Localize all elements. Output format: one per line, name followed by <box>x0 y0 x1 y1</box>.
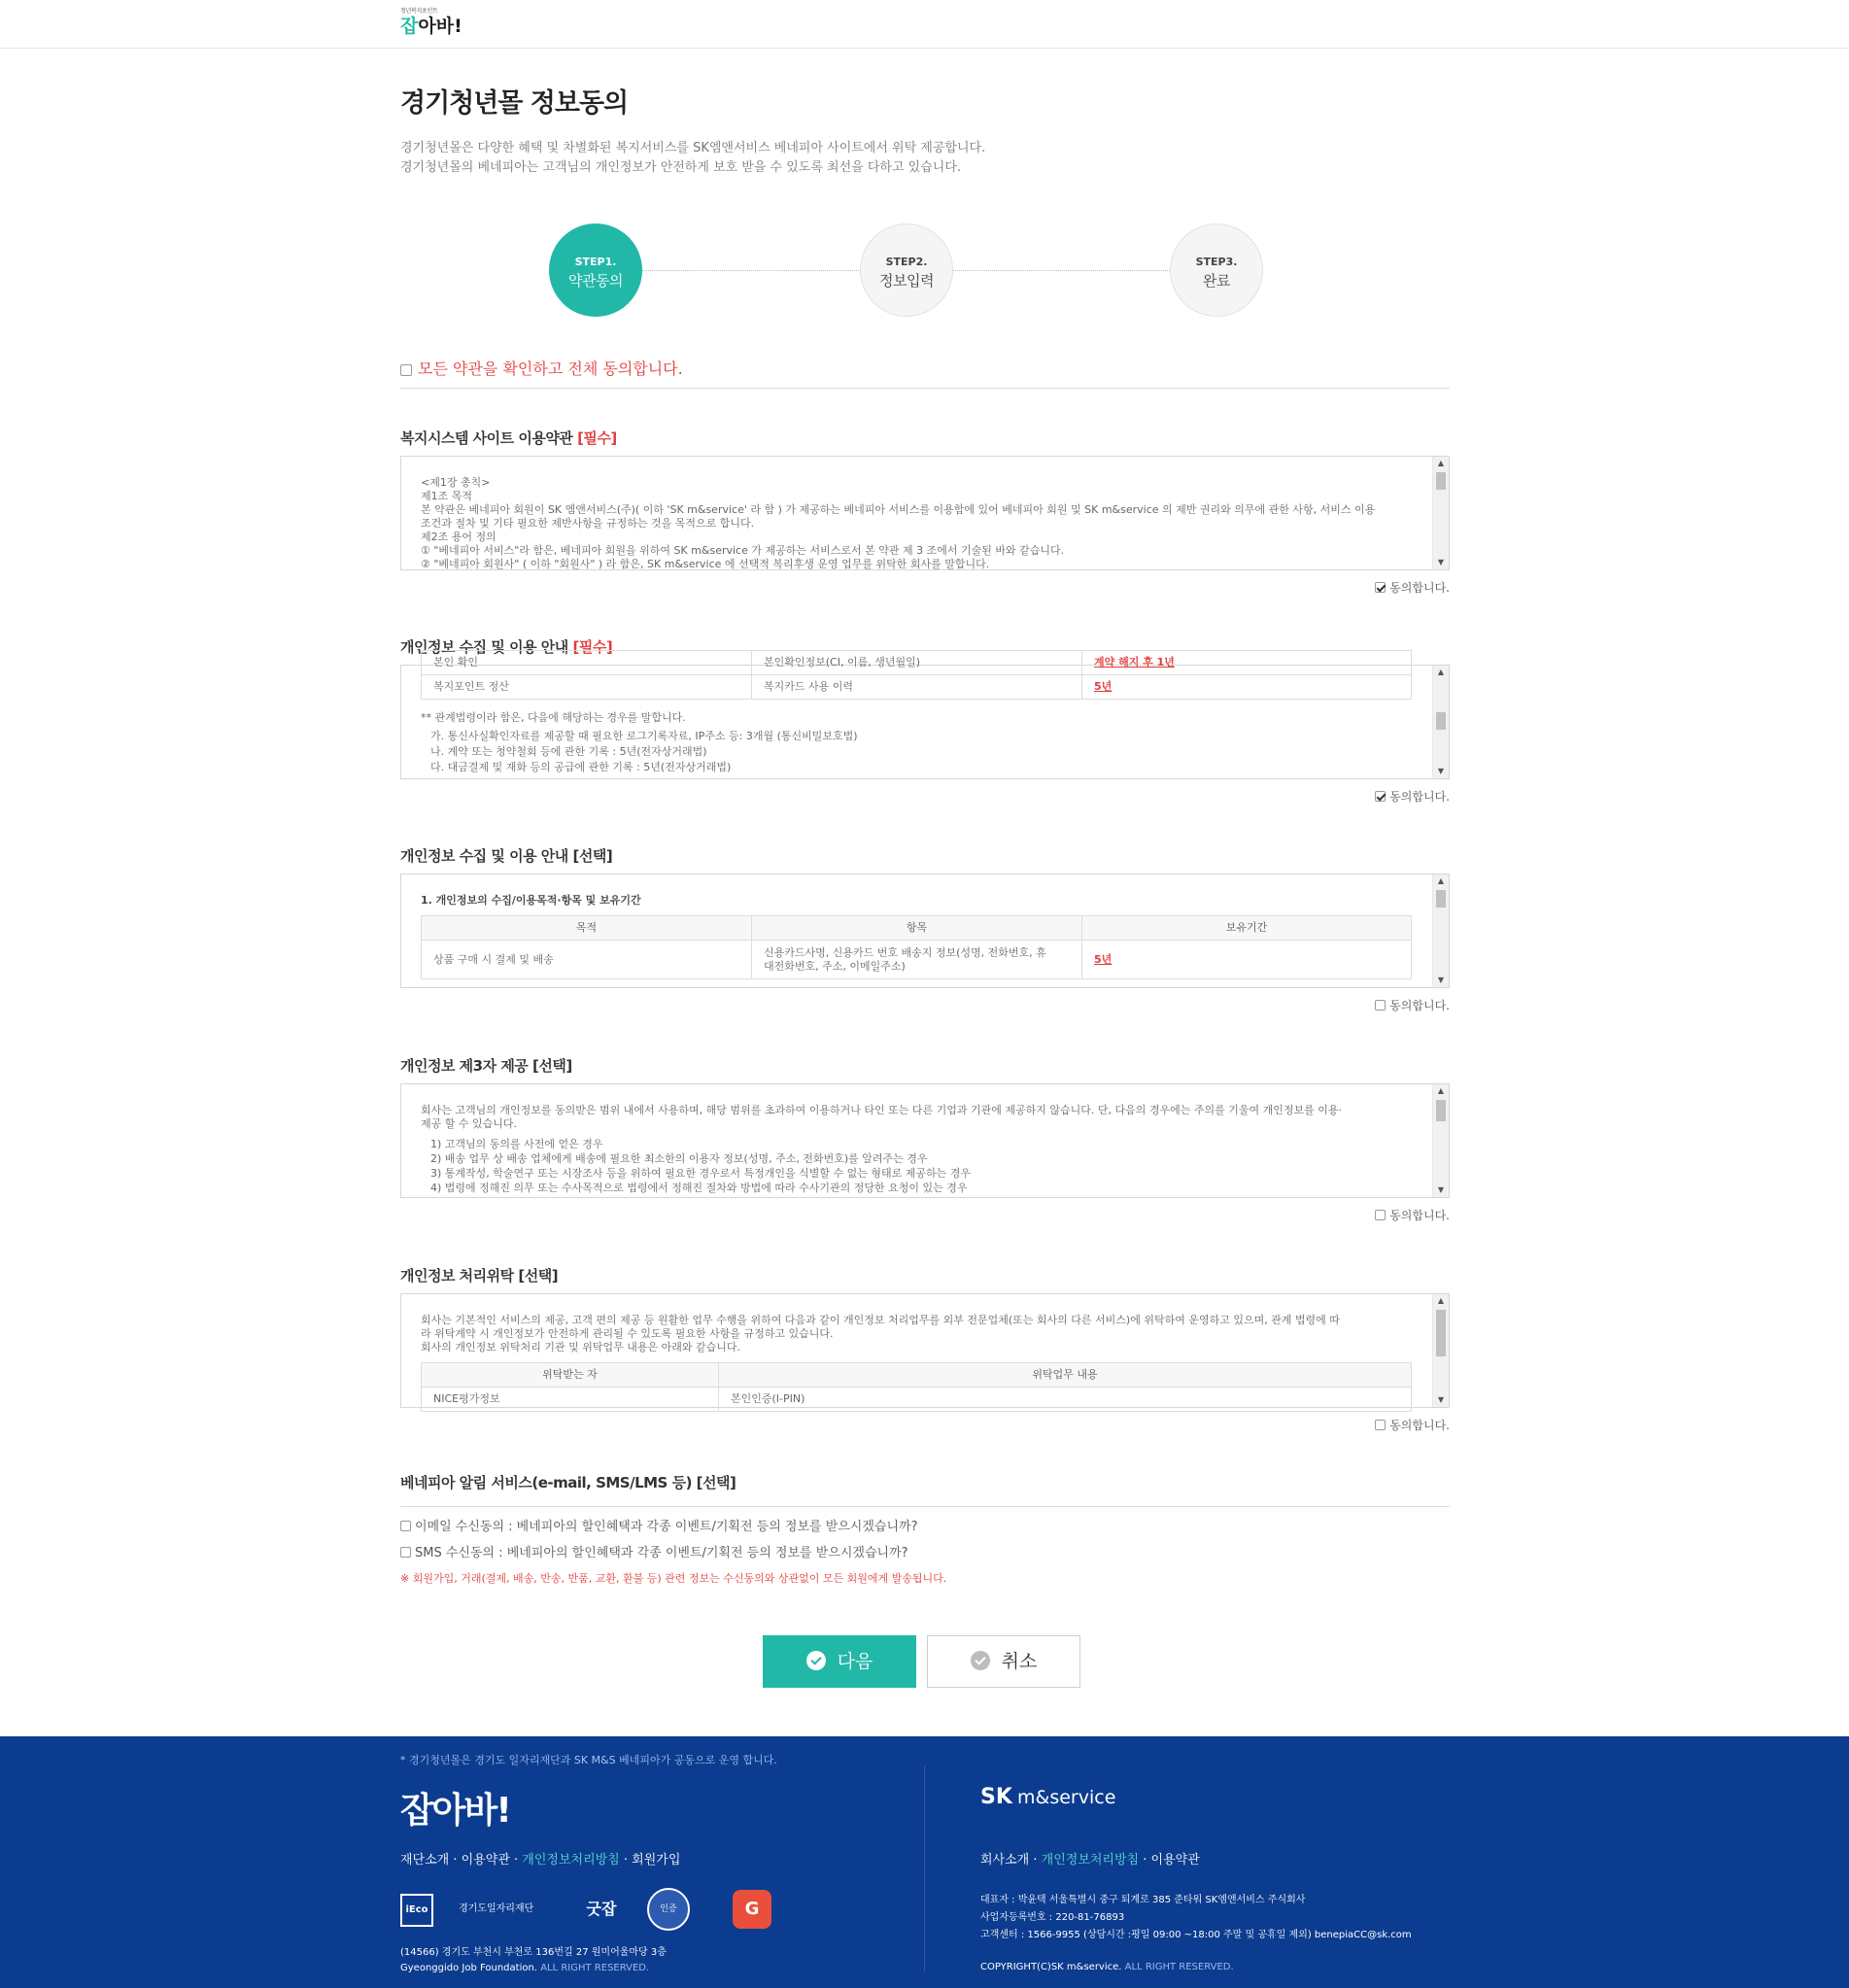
email-consent-checkbox[interactable] <box>400 1521 411 1531</box>
scroll-down-icon[interactable]: ▼ <box>1437 976 1445 984</box>
third-party-text: 회사는 고객님의 개인정보를 동의받은 범위 내에서 사용하며, 해당 범위를 초과하여 이용하거나 타인 또는 다른 기업과 기관에 제공하지 않습니다. 단, 다음의 경우에는 주의를 기울여 개인정보를 이용· 제공 할 수 있습니다. 1) 고객님의 동의를 사전에 얻은 경우 2) 배송 업무 상 배송 업체에게 배송에 필요한 최소한의 이용자 정보(성명, 주소, 전화번호)를 알려주는 경우 3) 통계작성, 학술연구 또는 시장조사 등을 위하여 필요한 경우로서 특정개인을 식별할 수 없는 형태로 제공하는 경우 4) 법령에 정해진 의무 또는 수사목적으로 법령에서 정해진 절차와 방법에 따라 수사기관의 정당한 요청이 있는 경우 <box>421 1104 1342 1194</box>
step-3: STEP3. 완료 <box>1170 223 1263 317</box>
footer-link-terms[interactable]: 이용약관 <box>461 1853 510 1868</box>
check-circle-icon <box>971 1651 990 1670</box>
step-indicator <box>549 223 1263 317</box>
scrollbar[interactable] <box>1432 1294 1449 1407</box>
footer-note: * 경기청년몰은 경기도 일자리재단과 SK M&S 베네피아가 공동으로 운영 합니다. <box>400 1754 777 1766</box>
section-title: 개인정보 처리위탁 [선택] <box>400 1267 559 1285</box>
privacy-optional-textbox[interactable] <box>400 874 1450 988</box>
section-title: 개인정보 수집 및 이용 안내 [선택] <box>400 847 613 865</box>
site-logo[interactable] <box>400 6 462 43</box>
footer-link-about[interactable]: 재단소개 <box>400 1853 450 1868</box>
logo-subtitle: 청년복지포인트 <box>400 8 438 15</box>
terms-textbox[interactable] <box>400 456 1450 570</box>
section-title: 복지시스템 사이트 이용약관 [필수] <box>400 429 617 447</box>
scroll-up-icon[interactable]: ▲ <box>1437 1296 1445 1305</box>
agree-all-label[interactable]: 모든 약관을 확인하고 전체 동의합니다. <box>418 360 683 378</box>
table-row: 본인 확인 본인확인정보(CI, 이름, 생년월일) 계약 해지 후 1년 <box>422 651 1412 675</box>
privacy-optional-content: 1. 개인정보의 수집/이용목적·항목 및 보유기간 목적 항목 보유기간 상품 구매 시 결제 및 배송 신용카드사명, 신용카드 번호 배송지 정보(성명, 전화번호, 휴 대전화번호, 주소, 이메일주소) 5년 <box>421 894 1423 979</box>
scroll-up-icon[interactable]: ▲ <box>1437 876 1445 885</box>
sk-logo[interactable]: SK m&service <box>980 1785 1116 1809</box>
top-header <box>0 0 1849 49</box>
sk-copyright: COPYRIGHT(C)SK m&service. ALL RIGHT RESERVED. <box>980 1962 1234 1972</box>
sms-consent-checkbox[interactable] <box>400 1547 411 1558</box>
step-1: STEP1. 약관동의 <box>549 223 642 317</box>
agree-checkbox-row[interactable]: 동의합니다. <box>1375 788 1450 805</box>
privacy-required-content: 본인 확인 본인확인정보(CI, 이름, 생년월일) 계약 해지 후 1년 복지포인트 정산 복지카드 사용 이력 5년 ** 관계법령이라 함은, 다음에 해당하는 경우를 말합니다. 가. 통신사실확인자료를 제공할 때 필요한 로그기록자료, IP주소 등: 3개월 (통신비밀보호법) 나. 계약 또는 청약철회 등에 관한 기록 : 5년(전자상거래법) 다. 대금결제 및 재화 등의 공급에 관한 기록 : 5년(전자상거래법) <box>421 650 1423 775</box>
sms-consent-row[interactable]: SMS 수신동의 : 베네피아의 할인혜택과 각종 이벤트/기획전 등의 정보를 받으시겠습니까? <box>400 1542 908 1560</box>
footer-left-links: 재단소개 · 이용약관 · 개인정보처리방침 · 회원가입 <box>400 1853 681 1868</box>
scroll-thumb[interactable] <box>1436 1100 1446 1121</box>
scrollbar[interactable] <box>1432 457 1449 569</box>
notification-section <box>400 1472 1450 1585</box>
agree-checkbox-row[interactable]: 동의합니다. <box>1375 1207 1450 1223</box>
retention-table <box>421 650 1412 700</box>
collection-table <box>421 915 1412 979</box>
next-button[interactable]: 다음 <box>763 1635 916 1688</box>
logo-text: 잡아바! <box>400 16 462 37</box>
terms-text: <제1장 총칙> 제1조 목적 본 약관은 베네피아 회원이 SK 엠앤서비스(주)( 이하 'SK m&service' 라 함 ) 가 제공하는 베네피아 서비스를 이용함에 있어 베네피아 회원 및 SK m&service 의 제반 권리와 의무에 관한 사항, 서비스 이용 조건과 절차 및 기타 필요한 제반사항을 규정하는 것을 목적으로 합니다. 제2조 용어 정의 ① "베네피아 서비스"라 함은, 베네피아 회원을 위하여 SK m&service 가 제공하는 서비스로서 본 약관 제 3 조에서 기술된 바와 같습니다. ② "베네피아 회원사" ( 이하 "회원사" ) 라 함은, SK m&service 에 선택적 복리후생 운영 업무를 위탁한 회사를 말합니다. <box>421 476 1376 570</box>
third-party-textbox[interactable] <box>400 1083 1450 1198</box>
notification-title-row <box>400 1472 1450 1507</box>
check-circle-icon <box>806 1651 826 1670</box>
table-header-row: 목적 항목 보유기간 <box>422 916 1412 941</box>
agree-checkbox[interactable] <box>1375 1000 1386 1011</box>
partner-logo-cert: 인증 <box>647 1888 690 1931</box>
footer-right-links: 회사소개 · 개인정보처리방침 · 이용약관 <box>980 1853 1200 1868</box>
agree-checkbox-row[interactable]: 동의합니다. <box>1375 579 1450 596</box>
partner-logo-goodjob: 굿잡 <box>586 1900 617 1918</box>
table-row: 상품 구매 시 결제 및 배송 신용카드사명, 신용카드 번호 배송지 정보(성명, 전화번호, 휴 대전화번호, 주소, 이메일주소) 5년 <box>422 941 1412 979</box>
scroll-thumb[interactable] <box>1436 472 1446 490</box>
cancel-button[interactable]: 취소 <box>927 1635 1080 1688</box>
agree-checkbox[interactable] <box>1375 1420 1386 1430</box>
footer-link-sk-terms[interactable]: 이용약관 <box>1150 1853 1200 1868</box>
notification-note: ※ 회원가입, 거래(결제, 배송, 반송, 반품, 교환, 환불 등) 관련 정보는 수신동의와 상관없이 모든 회원에게 발송됩니다. <box>400 1572 947 1585</box>
scrollbar[interactable] <box>1432 874 1449 987</box>
footer-divider <box>924 1765 925 1971</box>
privacy-required-textbox[interactable] <box>400 656 1450 779</box>
sk-company-info: 대표자 : 박윤택 서울특별시 중구 퇴계로 385 준타워 SK엠앤서비스 주식회사 사업자등록번호 : 220-81-76893 고객센터 : 1566-9955 (상담시간 :평일 09:00 ~18:00 주말 및 공휴일 제외) benepiaCC@sk.com <box>980 1895 1412 1940</box>
scroll-down-icon[interactable]: ▼ <box>1437 1395 1445 1404</box>
scroll-down-icon[interactable]: ▼ <box>1437 558 1445 566</box>
footer-address: (14566) 경기도 부천시 부천로 136번길 27 원미어울마당 3층 Gyeonggido Job Foundation. ALL RIGHT RESERVED. <box>400 1947 667 1973</box>
scroll-up-icon[interactable]: ▲ <box>1437 459 1445 467</box>
scroll-down-icon[interactable]: ▼ <box>1437 767 1445 775</box>
section-title: 베네피아 알림 서비스(e-mail, SMS/LMS 등) [선택] <box>400 1474 736 1491</box>
footer-link-sk-privacy[interactable]: 개인정보처리방침 <box>1041 1853 1140 1868</box>
email-consent-row[interactable]: 이메일 수신동의 : 베네피아의 할인혜택과 각종 이벤트/기획전 등의 정보를 받으시겠습니까? <box>400 1516 918 1534</box>
section-title: 개인정보 제3자 제공 [선택] <box>400 1057 572 1075</box>
agree-all-checkbox[interactable] <box>400 364 412 376</box>
scroll-thumb[interactable] <box>1436 712 1446 730</box>
entrustment-content: 회사는 기본적인 서비스의 제공, 고객 편의 제공 등 원활한 업무 수행을 위하여 다음과 같이 개인정보 처리업무를 외부 전문업체(또는 회사의 다른 서비스)에 위탁하여 운영하고 있으며, 관계 법령에 따 라 위탁계약 시 개인정보가 안전하게 관리될 수 있도록 필요한 사항을 규정하고 있습니다. 회사의 개인정보 위탁처리 기관 및 위탁업무 내용은 아래와 같습니다. 위탁받는 자 위탁업무 내용 NICE평가정보 본인인증(I-PIN) <box>421 1314 1423 1412</box>
scroll-up-icon[interactable]: ▲ <box>1437 1086 1445 1095</box>
partner-logo-ieco: iEco <box>400 1894 433 1927</box>
agree-checkbox[interactable] <box>1375 1210 1386 1220</box>
scrollbar[interactable] <box>1432 1084 1449 1197</box>
scroll-thumb[interactable] <box>1436 1310 1446 1356</box>
partner-logos <box>400 1888 789 1931</box>
section-title: 개인정보 수집 및 이용 안내 [필수] <box>400 638 613 656</box>
footer <box>0 1736 1849 1988</box>
scroll-down-icon[interactable]: ▼ <box>1437 1185 1445 1194</box>
table-row: 복지포인트 정산 복지카드 사용 이력 5년 <box>422 675 1412 700</box>
scrollbar[interactable] <box>1432 666 1449 778</box>
agree-checkbox[interactable] <box>1375 791 1386 802</box>
footer-link-company[interactable]: 회사소개 <box>980 1853 1030 1868</box>
step-2: STEP2. 정보입력 <box>860 223 953 317</box>
scroll-thumb[interactable] <box>1436 890 1446 908</box>
page-description: 경기청년몰은 다양한 혜택 및 차별화된 복지서비스를 SK엠앤서비스 베네피아 사이트에서 위탁 제공합니다. 경기청년몰의 베네피아는 고객님의 개인정보가 안전하게 보호 받을 수 있도록 최선을 다하고 있습니다. <box>400 141 986 175</box>
agree-all-row <box>400 356 1450 389</box>
footer-link-privacy[interactable]: 개인정보처리방침 <box>522 1853 620 1868</box>
footer-link-signup[interactable]: 회원가입 <box>632 1853 681 1868</box>
table-row: NICE평가정보 본인인증(I-PIN) <box>422 1388 1412 1412</box>
scroll-up-icon[interactable]: ▲ <box>1437 668 1445 676</box>
partner-logo-g: G <box>733 1890 771 1929</box>
table-header-row: 위탁받는 자 위탁업무 내용 <box>422 1363 1412 1388</box>
agree-checkbox-row[interactable]: 동의합니다. <box>1375 1417 1450 1433</box>
entrustment-textbox[interactable] <box>400 1293 1450 1408</box>
page-title: 경기청년몰 정보동의 <box>400 88 629 119</box>
partner-logo-foundation: 경기도일자리재단 <box>459 1903 534 1914</box>
agree-checkbox-row[interactable]: 동의합니다. <box>1375 997 1450 1013</box>
footer-logo[interactable]: 잡아바! <box>400 1791 510 1831</box>
agree-checkbox[interactable] <box>1375 582 1386 593</box>
entrustment-table <box>421 1362 1412 1412</box>
